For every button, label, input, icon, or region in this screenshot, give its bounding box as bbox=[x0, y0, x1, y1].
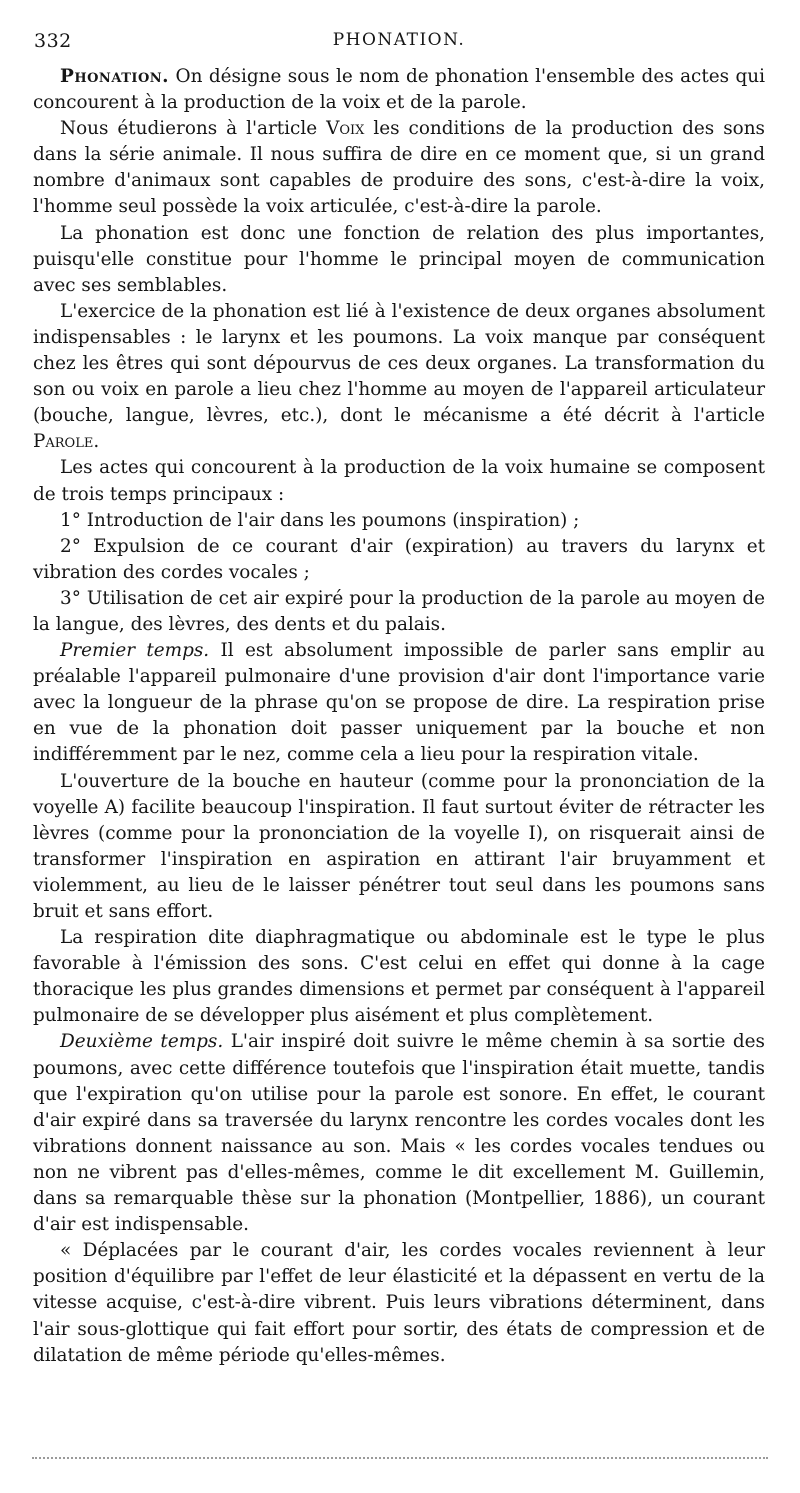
paragraph-quotation: « Déplacées par le courant d'air, les cordes vocales reviennent à leur position d'équilibre par l'effet de leur élasticité et la dépassent en vertu de la vitesse acquise, c'est-à-dire vibrent. Puis leurs vibrations déterminent, dans l'air sous-glottique qui fait effort pour sortir, des états de compression et de dilatation de même période qu'elles-mêmes. bbox=[33, 1240, 765, 1366]
paragraph-three-stages: Les actes qui concourent à la production de la voix humaine se composent de trois temps principaux : bbox=[33, 457, 765, 505]
bottom-divider bbox=[32, 1457, 768, 1459]
paragraph-text: . bbox=[93, 431, 100, 453]
paragraph-text: les conditions de la production des sons dans la série animale. Il nous suffira de dire en ce moment que, si un grand nombre d'animaux sont capables de produire des sons, c'est-à-dire la voix, l'homme seul possède la voix articulée, c'est-à-dire la parole. bbox=[33, 118, 765, 218]
paragraph-text: Nous étudierons à l'article bbox=[60, 118, 327, 140]
entry-headword: Phonation. bbox=[60, 66, 170, 87]
list-item: 2° Expulsion de ce courant d'air (expiration) au travers du larynx et vibration des cordes vocales ; bbox=[33, 535, 765, 583]
section-label-first-stage: Premier temps. bbox=[60, 640, 210, 662]
paragraph-intro bbox=[33, 64, 765, 116]
paragraph-text: L'exercice de la phonation est lié à l'existence de deux organes absolument indispensables : le larynx et les poumons. La voix manque par conséquent chez les êtres qui sont dépourvus de ces deux organes. La transformation du son ou voix en parole a lieu chez l'homme au moyen de l'appareil articulateur (bouche, langue, lèvres, etc.), dont le mécanisme a été décrit à l'article bbox=[33, 300, 765, 427]
paragraph-voix-reference bbox=[33, 116, 765, 220]
page-number: 332 bbox=[34, 30, 72, 52]
running-title: PHONATION. bbox=[332, 30, 466, 50]
list-item: 3° Utilisation de cet air expiré pour la production de la parole au moyen de la langue, des lèvres, des dents et du palais. bbox=[33, 587, 765, 635]
paragraph-relation-function: La phonation est donc une fonction de relation des plus importantes, puisqu'elle constitue pour l'homme le principal moyen de communication avec ses semblables. bbox=[33, 222, 765, 296]
paragraph-intro-text: On désigne sous le nom de phonation l'ensemble des actes qui concourent à la production de la voix et de la parole. bbox=[33, 66, 765, 114]
stages-list bbox=[33, 508, 765, 638]
cross-reference-parole: Parole bbox=[33, 431, 94, 453]
paragraph-diaphragmatic: La respiration dite diaphragmatique ou abdominale est le type le plus favorable à l'émission des sons. C'est celui en effet qui donne à la cage thoracique les plus grandes dimensions et permet par conséquent à l'appareil pulmonaire de se développer plus aisément et plus complètement. bbox=[33, 927, 765, 1027]
paragraph-text: Il est absolument impossible de parler sans emplir au préalable l'appareil pulmonaire d'une provision d'air dont l'importance varie avec la longueur de la phrase qu'on se propose de dire. La respiration prise en vue de la phonation doit passer uniquement par la bouche et non indifféremment par le nez, comme cela a lieu pour la respiration vitale. bbox=[33, 640, 765, 766]
list-item: 1° Introduction de l'air dans les poumons (inspiration) ; bbox=[60, 509, 580, 531]
section-label-second-stage: Deuxième temps. bbox=[60, 1031, 224, 1053]
cross-reference-voix: Voix bbox=[326, 118, 365, 140]
article-body bbox=[33, 64, 765, 1369]
page-header bbox=[34, 30, 764, 60]
paragraph-second-stage bbox=[33, 1029, 765, 1238]
paragraph-mouth-opening: L'ouverture de la bouche en hauteur (comme pour la prononciation de la voyelle A) facilite beaucoup l'inspiration. Il faut surtout éviter de rétracter les lèvres (comme pour la prononciation de la voyelle I), on risquerait ainsi de transformer l'inspiration en aspiration en attirant l'air bruyamment et violemment, au lieu de le laisser pénétrer tout seul dans les poumons sans bruit et sans effort. bbox=[33, 770, 765, 922]
paragraph-first-stage bbox=[33, 638, 765, 768]
paragraph-organs bbox=[33, 299, 765, 456]
paragraph-text: L'air inspiré doit suivre le même chemin à sa sortie des poumons, avec cette différence toutefois que l'inspiration était muette, tandis que l'expiration qu'on utilise pour la parole est sonore. En effet, le courant d'air expiré dans sa traversée du larynx rencontre les cordes vocales dont les vibrations donnent naissance au son. Mais « les cordes vocales tendues ou non ne vibrent pas d'elles-mêmes, comme le dit excellement M. Guillemin, dans sa remarquable thèse sur la phonation (Montpellier, 1886), un courant d'air est indispensable. bbox=[33, 1031, 765, 1236]
